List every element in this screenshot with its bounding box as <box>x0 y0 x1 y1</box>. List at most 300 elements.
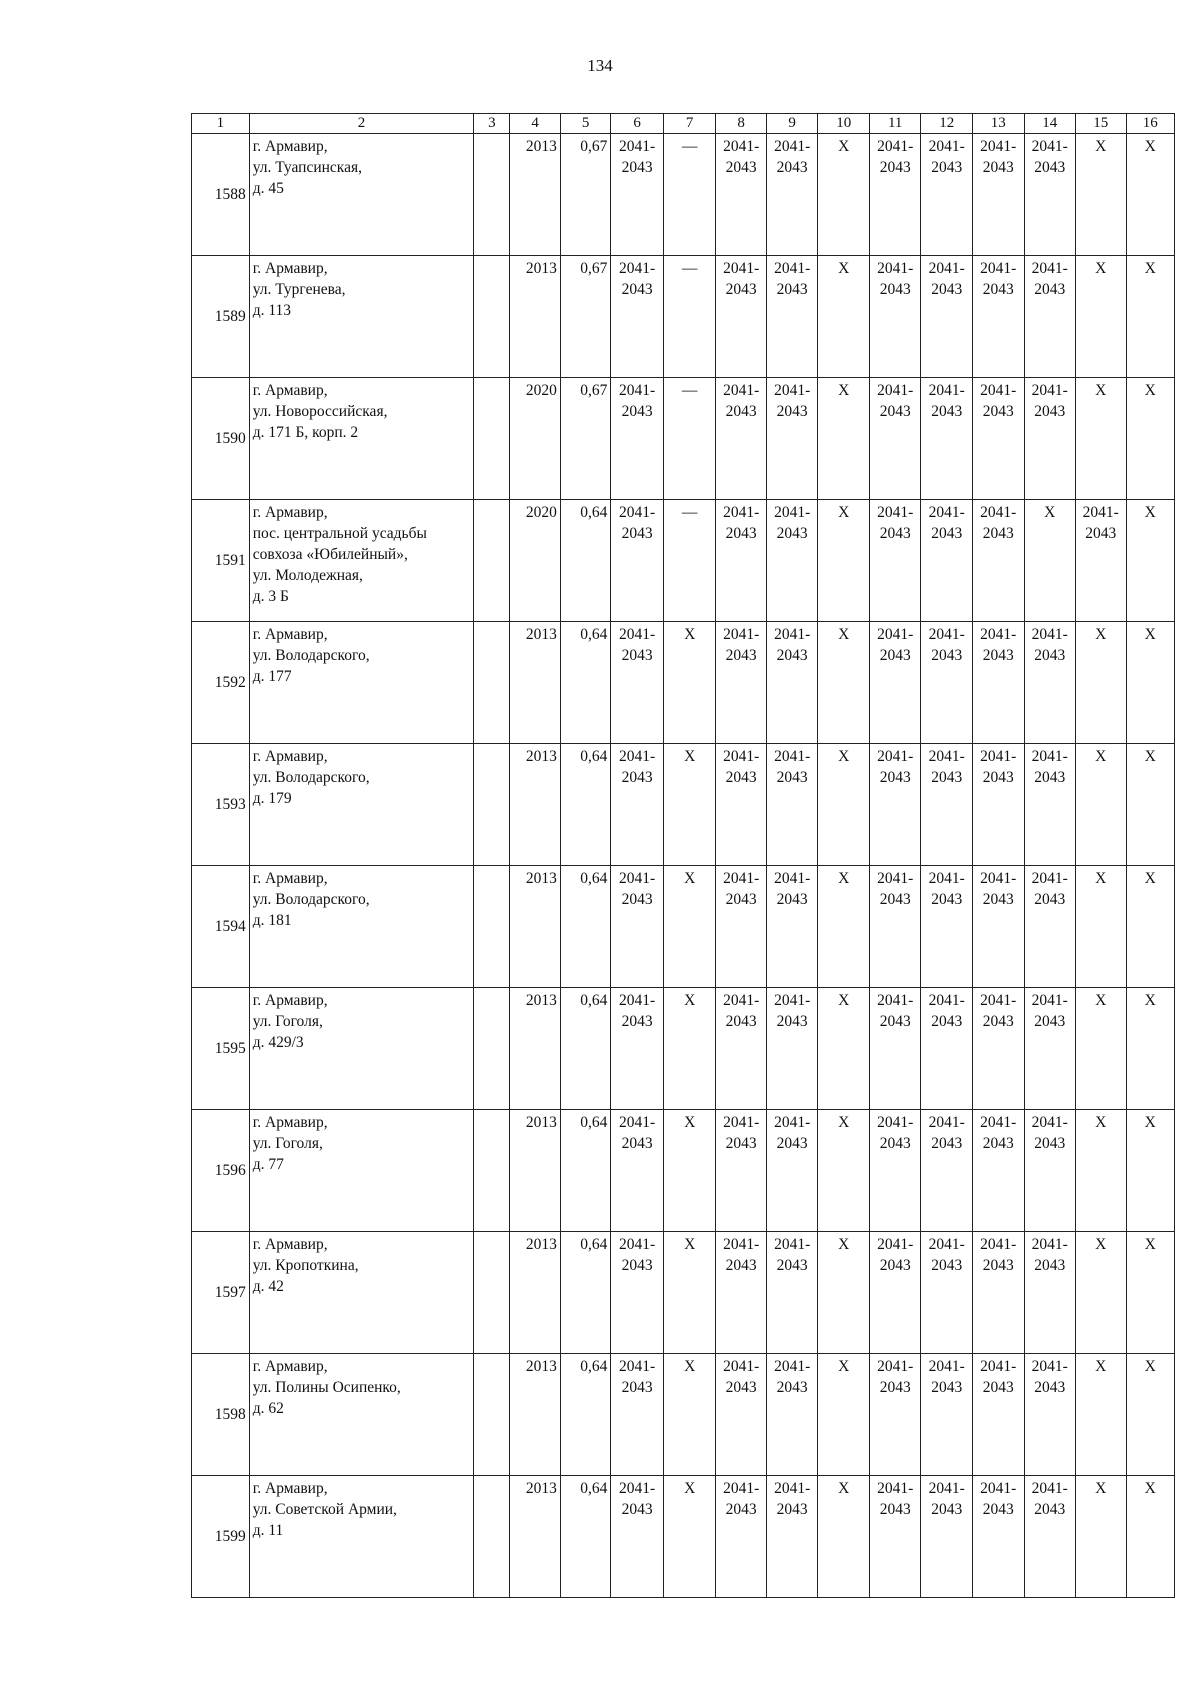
cell-col-5: 0,64 <box>560 988 610 1110</box>
cell-col-6 <box>611 1110 664 1232</box>
period-part: 2043 <box>776 281 808 298</box>
cell-col-8 <box>716 500 766 622</box>
column-header: 3 <box>474 114 510 134</box>
period-part: 2043 <box>931 647 963 664</box>
period-part: 2041- <box>774 870 811 887</box>
cell-col-11 <box>869 256 921 378</box>
cell-year: 2013 <box>510 1354 560 1476</box>
period-part: 2043 <box>982 403 1014 420</box>
period-part: 2041- <box>928 382 965 399</box>
period-part: 2043 <box>776 1135 808 1152</box>
cell-col-9 <box>766 622 818 744</box>
cell-col-12 <box>921 988 973 1110</box>
period-part: 2041- <box>1031 992 1068 1009</box>
cell-col-9 <box>766 500 818 622</box>
cell-col-16: Х <box>1126 622 1175 744</box>
period-part: 2043 <box>1034 1013 1066 1030</box>
table-row <box>192 622 1175 744</box>
cell-col-12 <box>921 866 973 988</box>
period-part: 2043 <box>776 769 808 786</box>
cell-col-9 <box>766 866 818 988</box>
cell-col-5: 0,67 <box>560 256 610 378</box>
period-part: 2043 <box>982 891 1014 908</box>
cell-col-9 <box>766 134 818 256</box>
period-part: 2041- <box>1031 626 1068 643</box>
cell-col-6 <box>611 1476 664 1598</box>
cell-col-8 <box>716 134 766 256</box>
period-part: 2041- <box>980 748 1017 765</box>
period-part: 2041- <box>877 626 914 643</box>
cell-col-13 <box>972 378 1024 500</box>
address-line: д. 429/3 <box>252 1034 304 1051</box>
period-part: 2043 <box>621 1379 653 1396</box>
address-cell <box>249 988 474 1110</box>
cell-col-11 <box>869 1232 921 1354</box>
table-row <box>192 1232 1175 1354</box>
cell-col-9 <box>766 256 818 378</box>
address-line: д. 77 <box>252 1156 284 1173</box>
cell-col-15: Х <box>1076 134 1126 256</box>
period-part: 2043 <box>621 891 653 908</box>
cell-col-15: Х <box>1076 1476 1126 1598</box>
period-part: 2043 <box>1034 403 1066 420</box>
period-part: 2043 <box>725 1135 757 1152</box>
cell-col-16: Х <box>1126 134 1175 256</box>
header-row <box>192 114 1175 134</box>
column-header: 14 <box>1024 114 1076 134</box>
address-cell <box>249 622 474 744</box>
cell-col-5: 0,64 <box>560 500 610 622</box>
cell-col-13 <box>972 1354 1024 1476</box>
period-part: 2043 <box>621 647 653 664</box>
period-part: 2041- <box>619 870 656 887</box>
cell-col-15: Х <box>1076 622 1126 744</box>
period-part: 2041- <box>980 870 1017 887</box>
period-part: 2041- <box>619 748 656 765</box>
period-part: 2041- <box>723 1480 760 1497</box>
table-row <box>192 256 1175 378</box>
address-line: г. Армавир, <box>252 870 328 887</box>
cell-col-15 <box>1076 500 1126 622</box>
cell-col-9 <box>766 1354 818 1476</box>
row-number: 1597 <box>192 1232 250 1354</box>
period-part: 2041- <box>619 1236 656 1253</box>
cell-col-8 <box>716 1354 766 1476</box>
address-line: ул. Полины Осипенко, <box>252 1379 401 1396</box>
period-part: 2041- <box>877 504 914 521</box>
period-part: 2041- <box>980 138 1017 155</box>
column-header: 7 <box>663 114 716 134</box>
period-part: 2041- <box>877 382 914 399</box>
address-line: д. 42 <box>252 1278 284 1295</box>
cell-col-11 <box>869 1476 921 1598</box>
row-number: 1591 <box>192 500 250 622</box>
cell-col-14 <box>1024 622 1076 744</box>
period-part: 2041- <box>928 1236 965 1253</box>
period-part: 2043 <box>879 647 911 664</box>
cell-col-13 <box>972 866 1024 988</box>
period-part: 2041- <box>877 748 914 765</box>
period-part: 2041- <box>877 870 914 887</box>
cell-col-3 <box>474 1354 510 1476</box>
column-header: 9 <box>766 114 818 134</box>
table-row <box>192 134 1175 256</box>
period-part: 2041- <box>723 748 760 765</box>
address-line: д. 62 <box>252 1400 284 1417</box>
cell-col-14 <box>1024 1110 1076 1232</box>
table-row <box>192 378 1175 500</box>
cell-col-11 <box>869 500 921 622</box>
period-part: 2041- <box>619 1114 656 1131</box>
cell-col-7: Х <box>663 744 716 866</box>
period-part: 2041- <box>1031 1236 1068 1253</box>
column-header: 16 <box>1126 114 1175 134</box>
period-part: 2041- <box>928 138 965 155</box>
cell-col-13 <box>972 744 1024 866</box>
cell-col-8 <box>716 1110 766 1232</box>
address-line: г. Армавир, <box>252 260 328 277</box>
address-line: д. 45 <box>252 180 284 197</box>
address-cell <box>249 378 474 500</box>
period-part: 2043 <box>931 1013 963 1030</box>
period-part: 2043 <box>879 1013 911 1030</box>
cell-col-16: Х <box>1126 1354 1175 1476</box>
column-header: 8 <box>716 114 766 134</box>
row-number: 1596 <box>192 1110 250 1232</box>
table-row <box>192 866 1175 988</box>
period-part: 2043 <box>931 403 963 420</box>
cell-col-12 <box>921 1354 973 1476</box>
period-part: 2041- <box>928 504 965 521</box>
row-number: 1598 <box>192 1354 250 1476</box>
period-part: 2043 <box>776 647 808 664</box>
address-line: д. 171 Б, корп. 2 <box>252 424 359 441</box>
period-part: 2041- <box>723 626 760 643</box>
period-part: 2041- <box>980 504 1017 521</box>
period-part: 2043 <box>621 281 653 298</box>
period-part: 2041- <box>980 260 1017 277</box>
table-row <box>192 988 1175 1110</box>
cell-col-10: Х <box>818 744 870 866</box>
cell-col-11 <box>869 622 921 744</box>
cell-col-12 <box>921 1476 973 1598</box>
cell-col-15: Х <box>1076 1354 1126 1476</box>
cell-col-3 <box>474 134 510 256</box>
period-part: 2041- <box>723 1236 760 1253</box>
cell-col-5: 0,64 <box>560 1354 610 1476</box>
period-part: 2041- <box>1082 504 1119 521</box>
table-row <box>192 1476 1175 1598</box>
address-line: г. Армавир, <box>252 138 328 155</box>
period-part: 2041- <box>928 1114 965 1131</box>
period-part: 2041- <box>1031 382 1068 399</box>
register-table <box>191 113 1175 1598</box>
cell-col-5: 0,64 <box>560 866 610 988</box>
cell-col-10: Х <box>818 500 870 622</box>
cell-col-8 <box>716 622 766 744</box>
cell-col-5: 0,64 <box>560 622 610 744</box>
address-line: ул. Володарского, <box>252 891 370 908</box>
address-line: г. Армавир, <box>252 1480 328 1497</box>
period-part: 2043 <box>1085 525 1117 542</box>
cell-col-8 <box>716 988 766 1110</box>
column-header: 13 <box>972 114 1024 134</box>
period-part: 2041- <box>928 1480 965 1497</box>
period-part: 2043 <box>931 1501 963 1518</box>
period-part: 2041- <box>723 1114 760 1131</box>
cell-year: 2020 <box>510 378 560 500</box>
cell-col-13 <box>972 256 1024 378</box>
address-line: совхоза «Юбилейный», <box>252 546 408 563</box>
cell-col-11 <box>869 744 921 866</box>
period-part: 2043 <box>931 891 963 908</box>
period-part: 2041- <box>723 138 760 155</box>
cell-year: 2013 <box>510 1476 560 1598</box>
row-number: 1595 <box>192 988 250 1110</box>
cell-col-12 <box>921 1232 973 1354</box>
cell-col-10: Х <box>818 1354 870 1476</box>
period-part: 2041- <box>877 992 914 1009</box>
period-part: 2043 <box>725 769 757 786</box>
address-line: д. 113 <box>252 302 291 319</box>
cell-col-7: Х <box>663 988 716 1110</box>
cell-col-15: Х <box>1076 866 1126 988</box>
cell-col-11 <box>869 1354 921 1476</box>
period-part: 2041- <box>928 260 965 277</box>
cell-col-9 <box>766 378 818 500</box>
period-part: 2041- <box>928 992 965 1009</box>
period-part: 2041- <box>1031 260 1068 277</box>
cell-col-6 <box>611 378 664 500</box>
period-part: 2041- <box>774 1236 811 1253</box>
cell-col-12 <box>921 378 973 500</box>
cell-col-10: Х <box>818 256 870 378</box>
period-part: 2041- <box>928 748 965 765</box>
period-part: 2043 <box>725 159 757 176</box>
period-part: 2043 <box>931 159 963 176</box>
cell-col-12 <box>921 744 973 866</box>
period-part: 2043 <box>982 647 1014 664</box>
period-part: 2043 <box>1034 159 1066 176</box>
period-part: 2043 <box>776 159 808 176</box>
period-part: 2043 <box>879 1257 911 1274</box>
period-part: 2041- <box>619 504 656 521</box>
cell-col-16: Х <box>1126 988 1175 1110</box>
cell-col-13 <box>972 1232 1024 1354</box>
period-part: 2043 <box>621 1135 653 1152</box>
address-line: д. 181 <box>252 912 292 929</box>
cell-col-13 <box>972 500 1024 622</box>
period-part: 2041- <box>980 992 1017 1009</box>
period-part: 2043 <box>1034 281 1066 298</box>
cell-col-15: Х <box>1076 988 1126 1110</box>
column-header: 6 <box>611 114 664 134</box>
period-part: 2043 <box>725 891 757 908</box>
period-part: 2041- <box>619 992 656 1009</box>
cell-col-10: Х <box>818 622 870 744</box>
address-line: д. 11 <box>252 1522 284 1539</box>
period-part: 2041- <box>619 260 656 277</box>
address-line: д. 177 <box>252 668 292 685</box>
address-line: г. Армавир, <box>252 1358 328 1375</box>
row-number: 1599 <box>192 1476 250 1598</box>
cell-col-8 <box>716 1232 766 1354</box>
address-cell <box>249 744 474 866</box>
cell-col-6 <box>611 1354 664 1476</box>
period-part: 2041- <box>877 1236 914 1253</box>
address-line: ул. Новороссийская, <box>252 403 388 420</box>
cell-col-16: Х <box>1126 500 1175 622</box>
cell-col-6 <box>611 256 664 378</box>
cell-col-8 <box>716 378 766 500</box>
address-line: д. 3 Б <box>252 588 289 605</box>
period-part: 2041- <box>1031 1480 1068 1497</box>
cell-col-10: Х <box>818 988 870 1110</box>
cell-col-8 <box>716 256 766 378</box>
period-part: 2043 <box>982 1135 1014 1152</box>
period-part: 2043 <box>879 1501 911 1518</box>
table-row <box>192 1354 1175 1476</box>
cell-col-5: 0,67 <box>560 134 610 256</box>
period-part: 2041- <box>877 138 914 155</box>
period-part: 2043 <box>982 769 1014 786</box>
period-part: 2041- <box>774 992 811 1009</box>
page-number: 134 <box>587 56 613 75</box>
cell-col-6 <box>611 744 664 866</box>
cell-col-3 <box>474 500 510 622</box>
cell-col-9 <box>766 1232 818 1354</box>
cell-year: 2013 <box>510 866 560 988</box>
period-part: 2041- <box>619 1480 656 1497</box>
cell-col-13 <box>972 622 1024 744</box>
cell-year: 2013 <box>510 744 560 866</box>
cell-col-14 <box>1024 378 1076 500</box>
cell-col-15: Х <box>1076 256 1126 378</box>
cell-col-14 <box>1024 988 1076 1110</box>
cell-col-16: Х <box>1126 1110 1175 1232</box>
cell-col-6 <box>611 134 664 256</box>
column-header: 5 <box>560 114 610 134</box>
period-part: 2043 <box>982 1379 1014 1396</box>
address-line: ул. Гоголя, <box>252 1013 323 1030</box>
address-cell <box>249 1232 474 1354</box>
period-part: 2043 <box>776 1257 808 1274</box>
period-part: 2043 <box>931 1135 963 1152</box>
period-part: 2041- <box>723 1358 760 1375</box>
period-part: 2041- <box>723 992 760 1009</box>
cell-col-7: Х <box>663 622 716 744</box>
column-header: 4 <box>510 114 560 134</box>
period-part: 2043 <box>621 1501 653 1518</box>
cell-col-5: 0,64 <box>560 1476 610 1598</box>
cell-col-5: 0,64 <box>560 1232 610 1354</box>
period-part: 2043 <box>725 1013 757 1030</box>
cell-col-7: Х <box>663 1354 716 1476</box>
period-part: 2041- <box>928 870 965 887</box>
period-part: 2043 <box>982 1013 1014 1030</box>
address-line: г. Армавир, <box>252 748 328 765</box>
period-part: 2041- <box>980 626 1017 643</box>
period-part: 2043 <box>1034 1379 1066 1396</box>
period-part: 2041- <box>928 626 965 643</box>
period-part: 2043 <box>1034 1501 1066 1518</box>
row-number: 1593 <box>192 744 250 866</box>
period-part: 2043 <box>621 525 653 542</box>
column-header: 2 <box>249 114 474 134</box>
period-part: 2043 <box>621 1257 653 1274</box>
cell-col-7: — <box>663 500 716 622</box>
address-cell <box>249 134 474 256</box>
row-number: 1594 <box>192 866 250 988</box>
cell-col-3 <box>474 622 510 744</box>
period-part: 2043 <box>776 1013 808 1030</box>
period-part: 2043 <box>621 769 653 786</box>
period-part: 2041- <box>774 1114 811 1131</box>
cell-col-16: Х <box>1126 866 1175 988</box>
period-part: 2043 <box>725 647 757 664</box>
period-part: 2043 <box>725 1501 757 1518</box>
period-part: 2043 <box>1034 1257 1066 1274</box>
cell-year: 2013 <box>510 1232 560 1354</box>
period-part: 2043 <box>931 1257 963 1274</box>
period-part: 2041- <box>774 260 811 277</box>
period-part: 2041- <box>928 1358 965 1375</box>
period-part: 2043 <box>621 403 653 420</box>
address-line: ул. Туапсинская, <box>252 159 362 176</box>
cell-col-9 <box>766 1476 818 1598</box>
period-part: 2041- <box>877 1114 914 1131</box>
address-line: ул. Тургенева, <box>252 281 346 298</box>
cell-col-12 <box>921 622 973 744</box>
address-line: г. Армавир, <box>252 382 328 399</box>
cell-col-16: Х <box>1126 1476 1175 1598</box>
address-line: пос. центральной усадьбы <box>252 525 427 542</box>
period-part: 2043 <box>1034 769 1066 786</box>
address-line: д. 179 <box>252 790 292 807</box>
address-line: г. Армавир, <box>252 1114 328 1131</box>
cell-col-8 <box>716 744 766 866</box>
row-number: 1588 <box>192 134 250 256</box>
cell-col-14: Х <box>1024 500 1076 622</box>
cell-col-10: Х <box>818 1476 870 1598</box>
period-part: 2043 <box>776 891 808 908</box>
cell-col-13 <box>972 134 1024 256</box>
cell-col-6 <box>611 622 664 744</box>
period-part: 2043 <box>931 769 963 786</box>
period-part: 2043 <box>776 403 808 420</box>
address-cell <box>249 256 474 378</box>
cell-col-11 <box>869 988 921 1110</box>
period-part: 2043 <box>879 1135 911 1152</box>
period-part: 2041- <box>1031 138 1068 155</box>
cell-col-3 <box>474 988 510 1110</box>
cell-col-7: Х <box>663 1232 716 1354</box>
cell-col-7: — <box>663 256 716 378</box>
period-part: 2041- <box>877 1480 914 1497</box>
cell-col-10: Х <box>818 1232 870 1354</box>
period-part: 2041- <box>1031 870 1068 887</box>
period-part: 2043 <box>1034 891 1066 908</box>
cell-col-15: Х <box>1076 1232 1126 1354</box>
cell-col-16: Х <box>1126 1232 1175 1354</box>
period-part: 2041- <box>774 138 811 155</box>
period-part: 2043 <box>879 769 911 786</box>
period-part: 2041- <box>774 382 811 399</box>
cell-col-12 <box>921 134 973 256</box>
address-line: ул. Кропоткина, <box>252 1257 359 1274</box>
cell-col-3 <box>474 378 510 500</box>
cell-col-14 <box>1024 134 1076 256</box>
